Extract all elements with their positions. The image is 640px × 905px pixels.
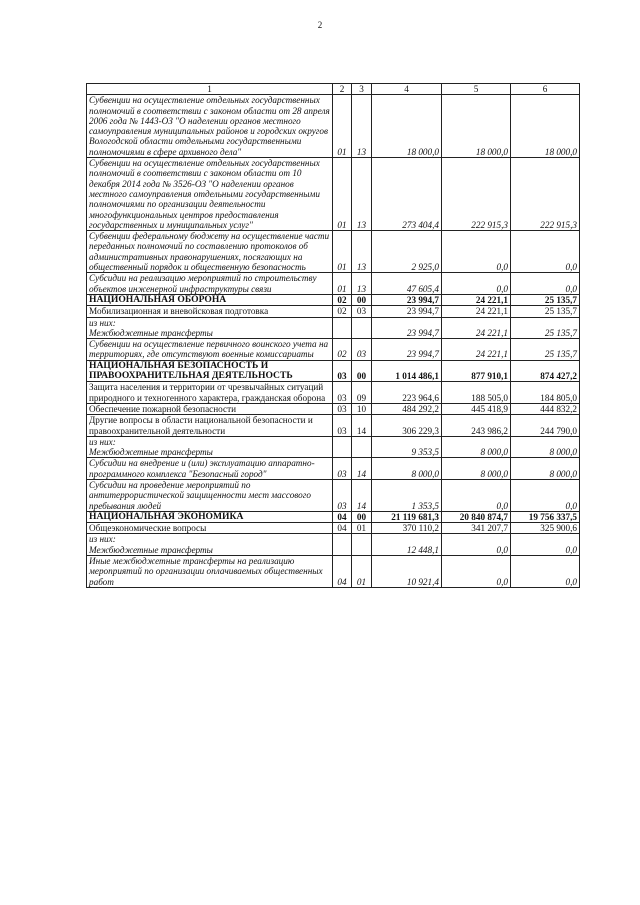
row-subsection-code: 00 — [352, 294, 372, 305]
page-number: 2 — [317, 20, 323, 30]
table-row — [87, 534, 580, 556]
row-amount-col5: 243 986,2 — [442, 415, 511, 437]
header-col-5: 5 — [442, 84, 511, 95]
row-name: из них: Межбюджетные трансферты — [87, 317, 333, 339]
row-name: из них: Межбюджетные трансферты — [87, 436, 333, 458]
row-subsection-code: 03 — [352, 339, 372, 361]
table-row — [87, 360, 580, 382]
row-subsection-code: 01 — [352, 556, 372, 588]
row-name: Субвенции на осуществление отдельных государственных полномочий в соответствии с законом области от 10 декабря 2014 года № 3526-ОЗ "О наделении органов местного самоуправления отдельными государственными полномочиями по организации деятельности многофункциональных центров предоставления государственных и муниципальных услуг" — [87, 158, 333, 231]
row-amount-col5: 0,0 — [442, 479, 511, 511]
header-col-2: 2 — [333, 84, 352, 95]
row-name: Субвенции на осуществление отдельных государственных полномочий в соответствии с законом области от 28 апреля 2006 года № 1443-ОЗ "О наделении органов местного самоуправления муниципальных районов и городских округов Вологодской области отдельными государственными полномочиями в сфере архивного дела" — [87, 95, 333, 158]
row-amount-col6: 222 915,3 — [511, 158, 580, 231]
table-row — [87, 458, 580, 480]
header-row — [87, 84, 580, 95]
row-amount-col5: 0,0 — [442, 273, 511, 295]
budget-table — [86, 83, 580, 588]
row-amount-col6: 8 000,0 — [511, 458, 580, 480]
row-amount-col5: 8 000,0 — [442, 436, 511, 458]
row-section-code: 04 — [333, 523, 352, 534]
row-section-code: 04 — [333, 511, 352, 522]
row-amount-col6: 25 135,7 — [511, 339, 580, 361]
row-amount-col5: 222 915,3 — [442, 158, 511, 231]
row-section-code: 03 — [333, 458, 352, 480]
row-name: Субсидии на внедрение и (или) эксплуатацию аппаратно-программного комплекса "Безопасный город" — [87, 458, 333, 480]
row-amount-col4: 23 994,7 — [372, 294, 442, 305]
row-amount-col5: 188 505,0 — [442, 382, 511, 404]
row-amount-col4: 18 000,0 — [372, 95, 442, 158]
row-name: НАЦИОНАЛЬНАЯ БЕЗОПАСНОСТЬ И ПРАВООХРАНИТЕЛЬНАЯ ДЕЯТЕЛЬНОСТЬ — [87, 360, 333, 382]
header-col-4: 4 — [372, 84, 442, 95]
table-row — [87, 339, 580, 361]
table-row — [87, 556, 580, 588]
table-row — [87, 306, 580, 317]
row-name: из них: Межбюджетные трансферты — [87, 534, 333, 556]
row-amount-col4: 223 964,6 — [372, 382, 442, 404]
row-subsection-code: 10 — [352, 403, 372, 414]
row-amount-col5: 8 000,0 — [442, 458, 511, 480]
row-amount-col5: 877 910,1 — [442, 360, 511, 382]
row-name: НАЦИОНАЛЬНАЯ ЭКОНОМИКА — [87, 511, 333, 522]
table-row — [87, 294, 580, 305]
row-amount-col4: 1 014 486,1 — [372, 360, 442, 382]
row-name: Субсидии на проведение мероприятий по антитеррористической защищенности мест массового пребывания людей — [87, 479, 333, 511]
row-section-code — [333, 317, 352, 339]
row-subsection-code: 01 — [352, 523, 372, 534]
row-amount-col6: 19 756 337,5 — [511, 511, 580, 522]
row-amount-col6: 244 790,0 — [511, 415, 580, 437]
table-row — [87, 511, 580, 522]
row-section-code: 03 — [333, 479, 352, 511]
table-row — [87, 523, 580, 534]
row-section-code — [333, 534, 352, 556]
row-name: НАЦИОНАЛЬНАЯ ОБОРОНА — [87, 294, 333, 305]
row-amount-col5: 18 000,0 — [442, 95, 511, 158]
row-amount-col6: 0,0 — [511, 556, 580, 588]
row-amount-col6: 0,0 — [511, 231, 580, 273]
table-row — [87, 436, 580, 458]
row-section-code: 02 — [333, 294, 352, 305]
row-name: Иные межбюджетные трансферты на реализацию мероприятий по организации оплачиваемых общественных работ — [87, 556, 333, 588]
header-col-6: 6 — [511, 84, 580, 95]
row-subsection-code: 13 — [352, 231, 372, 273]
row-subsection-code: 00 — [352, 511, 372, 522]
row-amount-col6: 0,0 — [511, 273, 580, 295]
row-amount-col6: 8 000,0 — [511, 436, 580, 458]
row-amount-col6: 25 135,7 — [511, 294, 580, 305]
row-section-code: 02 — [333, 306, 352, 317]
row-amount-col4: 9 353,5 — [372, 436, 442, 458]
table-row — [87, 231, 580, 273]
row-subsection-code — [352, 317, 372, 339]
row-section-code: 02 — [333, 339, 352, 361]
row-amount-col5: 445 418,9 — [442, 403, 511, 414]
table-row — [87, 317, 580, 339]
row-amount-col5: 341 207,7 — [442, 523, 511, 534]
row-amount-col6: 184 805,0 — [511, 382, 580, 404]
row-amount-col5: 20 840 874,7 — [442, 511, 511, 522]
row-subsection-code: 09 — [352, 382, 372, 404]
row-section-code: 01 — [333, 231, 352, 273]
row-amount-col4: 23 994,7 — [372, 317, 442, 339]
row-section-code: 03 — [333, 403, 352, 414]
table-row — [87, 479, 580, 511]
row-amount-col5: 0,0 — [442, 231, 511, 273]
row-amount-col6: 444 832,2 — [511, 403, 580, 414]
row-name: Мобилизационная и вневойсковая подготовка — [87, 306, 333, 317]
row-amount-col4: 484 292,2 — [372, 403, 442, 414]
row-amount-col4: 12 448,1 — [372, 534, 442, 556]
row-amount-col4: 23 994,7 — [372, 306, 442, 317]
row-amount-col4: 370 110,2 — [372, 523, 442, 534]
row-subsection-code: 13 — [352, 273, 372, 295]
row-amount-col4: 1 353,5 — [372, 479, 442, 511]
row-subsection-code: 14 — [352, 479, 372, 511]
header-col-3: 3 — [352, 84, 372, 95]
row-amount-col6: 0,0 — [511, 479, 580, 511]
row-name: Субвенции федеральному бюджету на осуществление части переданных полномочий по составлению протоколов об административных правонарушениях, посягающих на общественный порядок и общественную безопасность — [87, 231, 333, 273]
table-row — [87, 273, 580, 295]
row-name: Обеспечение пожарной безопасности — [87, 403, 333, 414]
row-section-code: 01 — [333, 273, 352, 295]
row-amount-col5: 24 221,1 — [442, 339, 511, 361]
row-amount-col6: 25 135,7 — [511, 306, 580, 317]
table-row — [87, 415, 580, 437]
row-subsection-code — [352, 534, 372, 556]
row-subsection-code: 13 — [352, 158, 372, 231]
row-section-code: 03 — [333, 415, 352, 437]
table-row — [87, 382, 580, 404]
row-name: Общеэкономические вопросы — [87, 523, 333, 534]
row-amount-col4: 2 925,0 — [372, 231, 442, 273]
row-name: Субсидии на реализацию мероприятий по строительству объектов инженерной инфраструктуры связи — [87, 273, 333, 295]
row-amount-col5: 24 221,1 — [442, 306, 511, 317]
row-name: Субвенции на осуществление первичного воинского учета на территориях, где отсутствуют военные комиссариаты — [87, 339, 333, 361]
row-name: Другие вопросы в области национальной безопасности и правоохранительной деятельности — [87, 415, 333, 437]
table-row — [87, 403, 580, 414]
row-section-code — [333, 436, 352, 458]
row-amount-col6: 0,0 — [511, 534, 580, 556]
row-subsection-code: 13 — [352, 95, 372, 158]
row-subsection-code — [352, 436, 372, 458]
row-amount-col5: 24 221,1 — [442, 294, 511, 305]
row-subsection-code: 14 — [352, 458, 372, 480]
row-amount-col6: 874 427,2 — [511, 360, 580, 382]
row-amount-col4: 10 921,4 — [372, 556, 442, 588]
row-amount-col6: 18 000,0 — [511, 95, 580, 158]
row-amount-col5: 0,0 — [442, 534, 511, 556]
header-col-1: 1 — [87, 84, 333, 95]
row-amount-col5: 24 221,1 — [442, 317, 511, 339]
row-subsection-code: 14 — [352, 415, 372, 437]
row-section-code: 03 — [333, 382, 352, 404]
row-amount-col4: 23 994,7 — [372, 339, 442, 361]
row-subsection-code: 00 — [352, 360, 372, 382]
row-section-code: 03 — [333, 360, 352, 382]
row-amount-col4: 306 229,3 — [372, 415, 442, 437]
row-subsection-code: 03 — [352, 306, 372, 317]
row-amount-col4: 21 119 681,3 — [372, 511, 442, 522]
row-amount-col4: 47 605,4 — [372, 273, 442, 295]
row-amount-col6: 25 135,7 — [511, 317, 580, 339]
row-section-code: 01 — [333, 95, 352, 158]
row-section-code: 04 — [333, 556, 352, 588]
row-amount-col6: 325 900,6 — [511, 523, 580, 534]
row-amount-col4: 273 404,4 — [372, 158, 442, 231]
table-row — [87, 158, 580, 231]
row-name: Защита населения и территории от чрезвычайных ситуаций природного и техногенного характера, гражданская оборона — [87, 382, 333, 404]
table-row — [87, 95, 580, 158]
row-amount-col5: 0,0 — [442, 556, 511, 588]
row-amount-col4: 8 000,0 — [372, 458, 442, 480]
row-section-code: 01 — [333, 158, 352, 231]
